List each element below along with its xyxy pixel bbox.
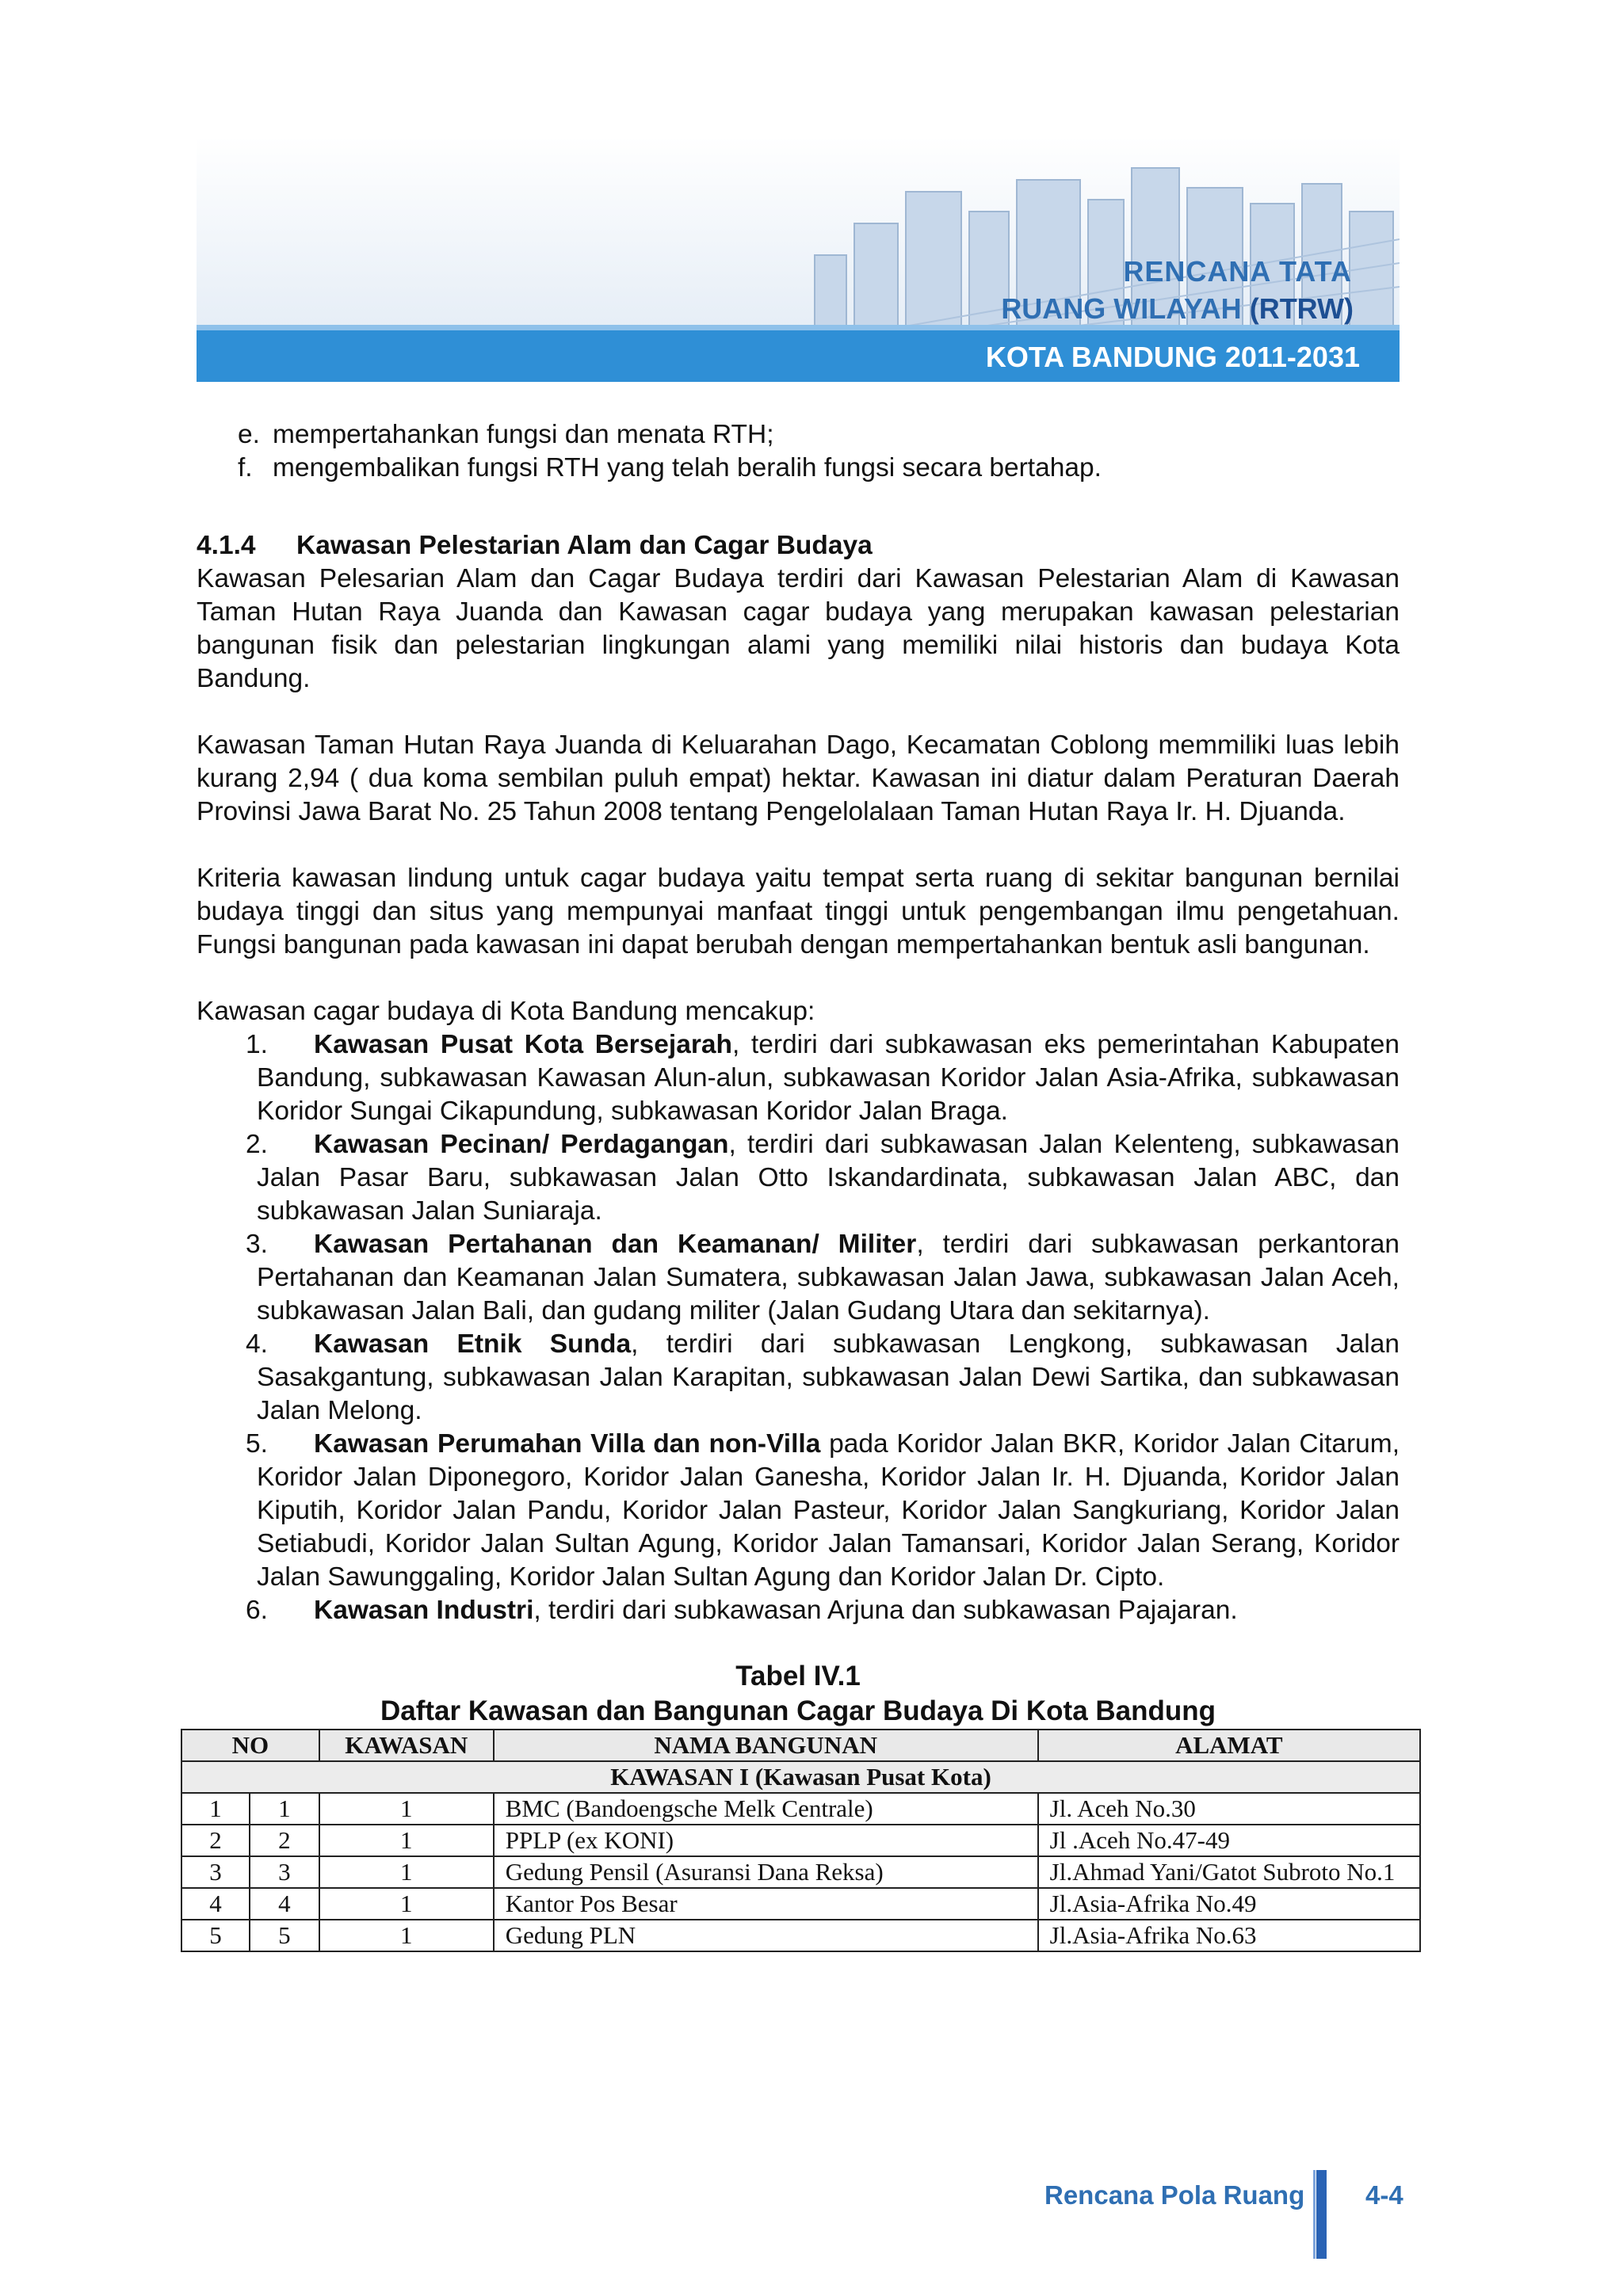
- table-caption-title: Daftar Kawasan dan Bangunan Cagar Budaya Di Kota Bandung: [380, 1695, 1216, 1726]
- table-row: [181, 1888, 1420, 1920]
- banner-title-line2a: RUANG WILAYAH: [1001, 292, 1242, 325]
- list-item-description: , terdiri dari subkawasan Arjuna dan subkawasan Pajajaran.: [533, 1596, 1238, 1625]
- list-item-number: 2.: [246, 1130, 268, 1159]
- list-item-description: pada Koridor Jalan BKR, Koridor Jalan Citarum, Koridor Jalan Diponegoro, Koridor Jalan Ganesha, Koridor Jalan Ir. H. Djuanda, Koridor Jalan Kiputih, Koridor Jalan Pandu, Koridor Jalan Pasteur, Koridor Jalan Sangkuriang, Koridor Jalan Setiabudi, Koridor Jalan Sultan Agung, Koridor Jalan Tamansari, Koridor Jalan Serang, Koridor Jalan Sawunggaling, Koridor Jalan Sultan Agung dan Koridor Jalan Dr. Cipto.: [257, 1429, 1400, 1592]
- banner-title-line2b: (RTRW): [1249, 292, 1354, 325]
- table-cell: 1: [319, 1920, 494, 1951]
- banner-title-line1: RENCANA TATA: [1123, 255, 1352, 288]
- list-item-number: 5.: [246, 1429, 268, 1459]
- list-item-description: , terdiri dari subkawasan perkantoran Pertahanan dan Keamanan Jalan Sumatera, subkawasan Jalan Jawa, subkawasan Jalan Aceh, subkawasan Jalan Bali, dan gudang militer (Jalan Gudang Utara dan sekitarnya).: [257, 1230, 1400, 1325]
- table-cell: PPLP (ex KONI): [494, 1825, 1038, 1856]
- table-row: [181, 1920, 1420, 1951]
- list-item-bold-title: Kawasan Perumahan Villa dan non-Villa: [314, 1429, 821, 1459]
- table-cell: 1: [319, 1888, 494, 1920]
- table-section-row: [181, 1761, 1420, 1793]
- list-item: [197, 1428, 1400, 1594]
- list-item-text: [257, 1128, 1400, 1228]
- list-item-text: [257, 1428, 1400, 1594]
- paragraph: Kawasan Taman Hutan Raya Juanda di Keluarahan Dago, Kecamatan Coblong memmiliki luas lebih kurang 2,94 ( dua koma sembilan puluh empat) hektar. Kawasan ini diatur dalam Peraturan Daerah Provinsi Jawa Barat No. 25 Tahun 2008 tentang Pengelolalaan Taman Hutan Raya Ir. H. Djuanda.: [197, 730, 1400, 826]
- list-item-number: 6.: [246, 1596, 268, 1625]
- list-item-text: mempertahankan fungsi dan menata RTH;: [273, 420, 774, 449]
- table-cell: BMC (Bandoengsche Melk Centrale): [494, 1793, 1038, 1825]
- table-section-label: KAWASAN I (Kawasan Pusat Kota): [181, 1761, 1420, 1793]
- list-item: [197, 418, 1400, 452]
- table-cell: 5: [250, 1920, 319, 1951]
- section-title: Kawasan Pelestarian Alam dan Cagar Budaya: [296, 531, 873, 560]
- list-item-number: 3.: [246, 1230, 268, 1259]
- header-banner: [197, 136, 1400, 382]
- list-item: [197, 452, 1400, 485]
- footer-chapter-label: Rencana Pola Ruang: [1044, 2180, 1305, 2210]
- column-header-alamat: ALAMAT: [1038, 1730, 1420, 1761]
- list-item-text: [257, 1228, 1400, 1328]
- table-row: [181, 1856, 1420, 1888]
- paragraph: Kawasan cagar budaya di Kota Bandung mencakup:: [197, 997, 815, 1026]
- list-item-bold-title: Kawasan Pecinan/ Perdagangan: [314, 1130, 729, 1159]
- list-item-number: 4.: [246, 1329, 268, 1359]
- list-item-bold-title: Kawasan Etnik Sunda: [314, 1329, 632, 1359]
- table-cell: 2: [181, 1825, 250, 1856]
- list-item-text: [257, 1594, 1400, 1627]
- paragraph: Kriteria kawasan lindung untuk cagar budaya yaitu tempat serta ruang di sekitar bangunan bernilai budaya tinggi dan situs yang mempunyai manfaat tinggi untuk pengembangan ilmu pengetahuan. Fungsi bangunan pada kawasan ini dapat berubah dengan mempertahankan bentuk asli bangunan.: [197, 864, 1400, 959]
- table-cell: Gedung PLN: [494, 1920, 1038, 1951]
- table-cell: Jl.Asia-Afrika No.49: [1038, 1888, 1420, 1920]
- numbered-list: [197, 1028, 1400, 1627]
- list-item-description: , terdiri dari subkawasan Jalan Kelenteng, subkawasan Jalan Pasar Baru, subkawasan Jalan Otto Iskandardinata, subkawasan Jalan ABC, dan subkawasan Jalan Suniaraja.: [257, 1130, 1400, 1226]
- list-item: [197, 1228, 1400, 1328]
- list-item-letter: f.: [238, 453, 253, 482]
- table-caption-number: Tabel IV.1: [735, 1661, 861, 1691]
- list-item-bold-title: Kawasan Pertahanan dan Keamanan/ Militer: [314, 1230, 917, 1259]
- list-item: [197, 1328, 1400, 1428]
- list-item-letter: e.: [238, 420, 260, 449]
- list-item-bold-title: Kawasan Pusat Kota Bersejarah: [314, 1030, 732, 1059]
- table-cell: Kantor Pos Besar: [494, 1888, 1038, 1920]
- banner-title-line2: [1001, 292, 1354, 326]
- list-item-description: , terdiri dari subkawasan Lengkong, subkawasan Jalan Sasakgantung, subkawasan Jalan Karapitan, subkawasan Jalan Dewi Sartika, dan subkawasan Jalan Melong.: [257, 1329, 1400, 1425]
- footer-divider-bar: [1316, 2170, 1327, 2259]
- table-cell: 1: [319, 1856, 494, 1888]
- table-cell: 2: [250, 1825, 319, 1856]
- table-cell: 3: [250, 1856, 319, 1888]
- column-header-kawasan: KAWASAN: [319, 1730, 494, 1761]
- table-cell: 1: [250, 1793, 319, 1825]
- list-item: [197, 1028, 1400, 1128]
- list-item: [197, 1128, 1400, 1228]
- heritage-buildings-table: [181, 1729, 1421, 1952]
- page-number: 4-4: [1365, 2180, 1403, 2210]
- table-cell: Jl .Aceh No.47-49: [1038, 1825, 1420, 1856]
- list-item-number: 1.: [246, 1030, 268, 1059]
- section-heading: [197, 529, 1400, 563]
- letter-list: [197, 418, 1400, 485]
- list-item-text: mengembalikan fungsi RTH yang telah beralih fungsi secara bertahap.: [273, 453, 1102, 482]
- paragraph: Kawasan Pelesarian Alam dan Cagar Budaya terdiri dari Kawasan Pelestarian Alam di Kawasan Taman Hutan Raya Juanda dan Kawasan cagar budaya yang merupakan kawasan pelestarian bangunan fisik dan pelestarian lingkungan alami yang memiliki nilai historis dan budaya Kota Bandung.: [197, 564, 1400, 693]
- table-cell: Jl.Ahmad Yani/Gatot Subroto No.1: [1038, 1856, 1420, 1888]
- list-item-description: , terdiri dari subkawasan eks pemerintahan Kabupaten Bandung, subkawasan Kawasan Alun-alun, subkawasan Koridor Jalan Asia-Afrika, subkawasan Koridor Sungai Cikapundung, subkawasan Koridor Jalan Braga.: [257, 1030, 1400, 1126]
- list-item: [197, 1594, 1400, 1627]
- list-item-text: [257, 1028, 1400, 1128]
- table-cell: Jl. Aceh No.30: [1038, 1793, 1420, 1825]
- list-item-text: [257, 1328, 1400, 1428]
- column-header-no: NO: [181, 1730, 319, 1761]
- table-cell: Gedung Pensil (Asuransi Dana Reksa): [494, 1856, 1038, 1888]
- table-row: [181, 1825, 1420, 1856]
- table-cell: 4: [181, 1888, 250, 1920]
- table-cell: 1: [319, 1793, 494, 1825]
- document-body: [197, 418, 1400, 1952]
- table-header-row: [181, 1730, 1420, 1761]
- table-cell: 1: [181, 1793, 250, 1825]
- banner-title-line3: KOTA BANDUNG 2011-2031: [985, 341, 1360, 373]
- table-cell: 3: [181, 1856, 250, 1888]
- table-cell: Jl.Asia-Afrika No.63: [1038, 1920, 1420, 1951]
- section-number: 4.1.4: [197, 531, 256, 560]
- table-cell: 4: [250, 1888, 319, 1920]
- table-cell: 5: [181, 1920, 250, 1951]
- column-header-nama-bangunan: NAMA BANGUNAN: [494, 1730, 1038, 1761]
- table-cell: 1: [319, 1825, 494, 1856]
- list-item-bold-title: Kawasan Industri: [314, 1596, 534, 1625]
- table-row: [181, 1793, 1420, 1825]
